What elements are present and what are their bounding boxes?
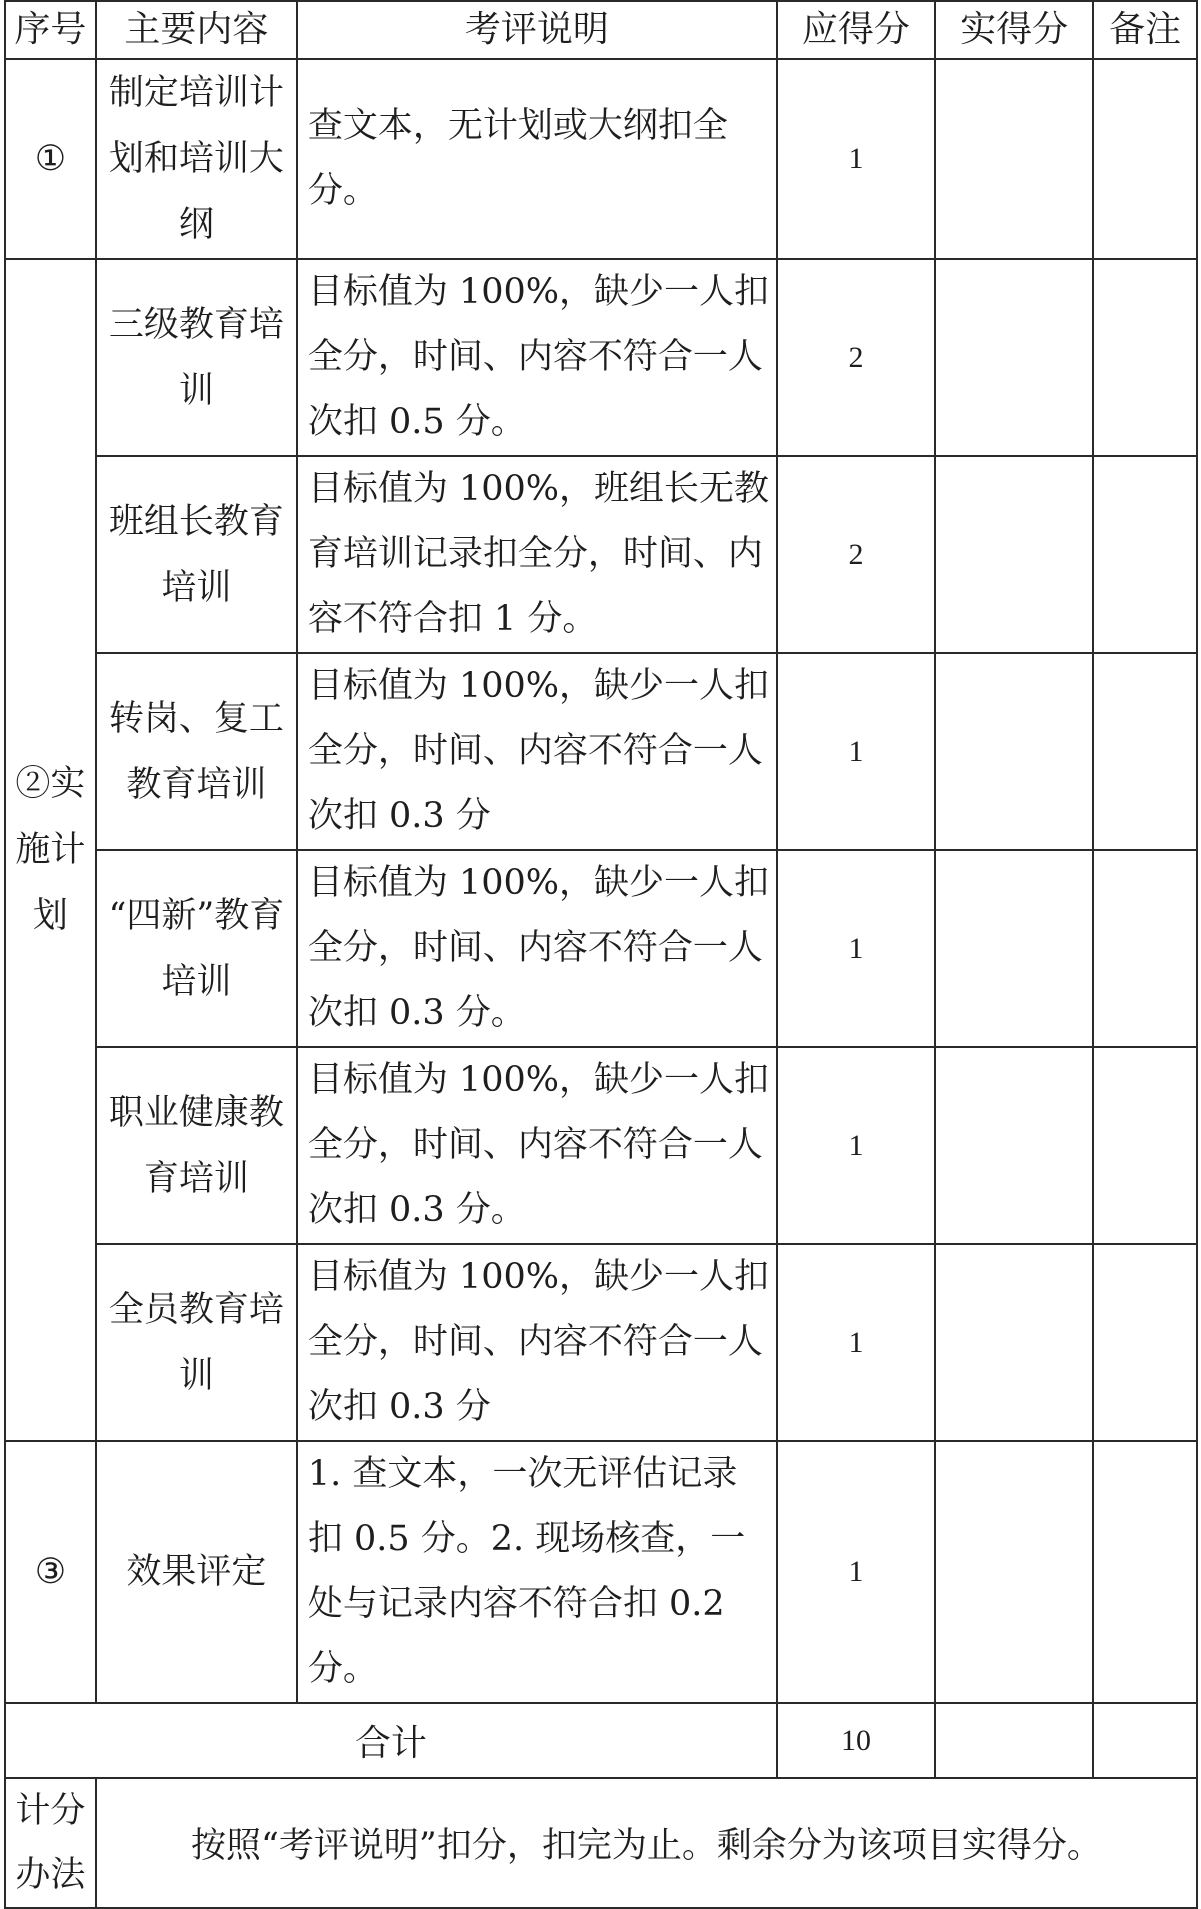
- desc-cell: 1. 查文本，一次无评估记录扣 0.5 分。2. 现场核查，一处与记录内容不符合扣 0.2 分。: [297, 1441, 777, 1703]
- content-cell: 全员教育培训: [96, 1244, 297, 1441]
- due-score-cell: 1: [777, 1047, 935, 1244]
- due-score-cell: 1: [777, 653, 935, 850]
- desc-cell: 目标值为 100%，缺少一人扣全分，时间、内容不符合一人次扣 0.3 分: [297, 653, 777, 850]
- content-cell: “四新”教育培训: [96, 850, 297, 1047]
- content-cell: 三级教育培训: [96, 259, 297, 456]
- header-desc: 考评说明: [297, 1, 777, 59]
- due-score-cell: 1: [777, 59, 935, 259]
- table-row: [5, 1244, 1197, 1441]
- assessment-table: [4, 0, 1198, 1909]
- header-content: 主要内容: [96, 1, 297, 59]
- table-row: [5, 59, 1197, 259]
- note-cell: [1093, 850, 1197, 1047]
- actual-score-cell: [935, 1244, 1093, 1441]
- table-row: [5, 456, 1197, 653]
- table-row: [5, 653, 1197, 850]
- desc-cell: 目标值为 100%，缺少一人扣全分，时间、内容不符合一人次扣 0.3 分。: [297, 1047, 777, 1244]
- actual-score-cell: [935, 1047, 1093, 1244]
- note-cell: [1093, 1244, 1197, 1441]
- desc-cell: 目标值为 100%，缺少一人扣全分，时间、内容不符合一人次扣 0.3 分。: [297, 850, 777, 1047]
- desc-cell: 目标值为 100%，缺少一人扣全分，时间、内容不符合一人次扣 0.5 分。: [297, 259, 777, 456]
- actual-score-cell: [935, 59, 1093, 259]
- seq-cell: ①: [5, 59, 96, 259]
- note-cell: [1093, 456, 1197, 653]
- seq-cell: ③: [5, 1441, 96, 1703]
- actual-score-cell: [935, 456, 1093, 653]
- note-cell: [1093, 1047, 1197, 1244]
- total-note: [1093, 1703, 1197, 1778]
- actual-score-cell: [935, 653, 1093, 850]
- total-row: [5, 1703, 1197, 1778]
- desc-cell: 查文本，无计划或大纲扣全分。: [297, 59, 777, 259]
- content-cell: 效果评定: [96, 1441, 297, 1703]
- note-cell: [1093, 259, 1197, 456]
- method-text: 按照“考评说明”扣分，扣完为止。剩余分为该项目实得分。: [96, 1778, 1197, 1908]
- due-score-cell: 2: [777, 456, 935, 653]
- content-cell: 班组长教育培训: [96, 456, 297, 653]
- content-cell: 转岗、复工教育培训: [96, 653, 297, 850]
- header-note: 备注: [1093, 1, 1197, 59]
- table-row: [5, 850, 1197, 1047]
- method-row: [5, 1778, 1197, 1908]
- desc-cell: 目标值为 100%，班组长无教育培训记录扣全分，时间、内容不符合扣 1 分。: [297, 456, 777, 653]
- header-seq: 序号: [5, 1, 96, 59]
- actual-score-cell: [935, 850, 1093, 1047]
- desc-cell: 目标值为 100%，缺少一人扣全分，时间、内容不符合一人次扣 0.3 分: [297, 1244, 777, 1441]
- due-score-cell: 1: [777, 1441, 935, 1703]
- actual-score-cell: [935, 259, 1093, 456]
- due-score-cell: 1: [777, 850, 935, 1047]
- method-label: 计分办法: [5, 1778, 96, 1908]
- content-cell: 职业健康教育培训: [96, 1047, 297, 1244]
- table-row: [5, 259, 1197, 456]
- due-score-cell: 2: [777, 259, 935, 456]
- note-cell: [1093, 1441, 1197, 1703]
- header-actual: 实得分: [935, 1, 1093, 59]
- note-cell: [1093, 653, 1197, 850]
- due-score-cell: 1: [777, 1244, 935, 1441]
- table-row: [5, 1441, 1197, 1703]
- seq-cell: ②实施计划: [5, 259, 96, 1441]
- total-label: 合计: [5, 1703, 777, 1778]
- total-due-score: 10: [777, 1703, 935, 1778]
- header-row: [5, 1, 1197, 59]
- content-cell: 制定培训计划和培训大纲: [96, 59, 297, 259]
- total-actual-score: [935, 1703, 1093, 1778]
- actual-score-cell: [935, 1441, 1093, 1703]
- table-row: [5, 1047, 1197, 1244]
- note-cell: [1093, 59, 1197, 259]
- header-due: 应得分: [777, 1, 935, 59]
